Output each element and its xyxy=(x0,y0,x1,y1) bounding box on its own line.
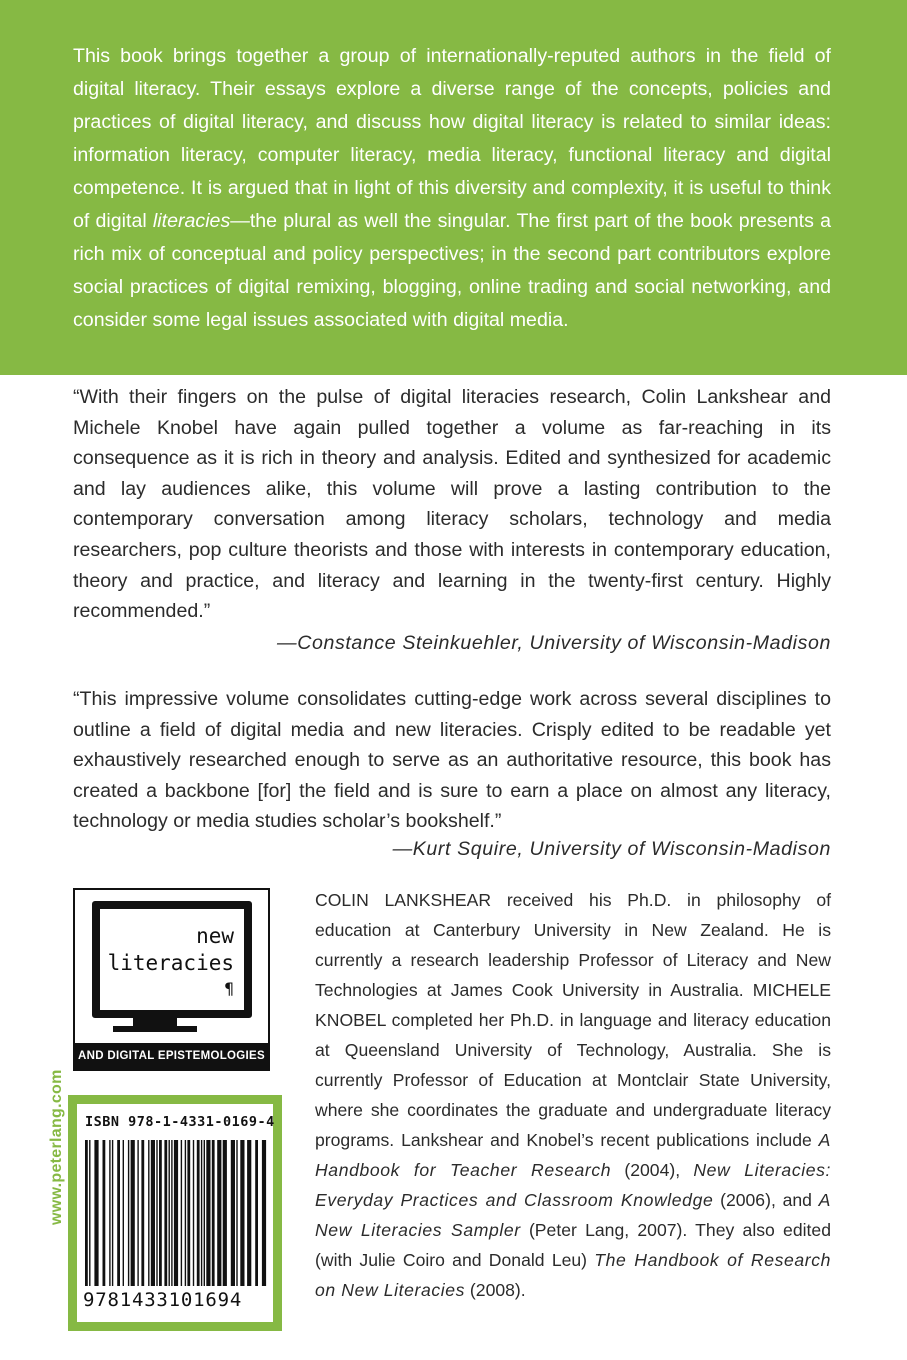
barcode-bar xyxy=(212,1140,215,1286)
barcode-bar xyxy=(262,1140,266,1286)
series-subtitle: AND DIGITAL EPISTEMOLOGIES xyxy=(75,1043,268,1069)
description-italic: literacies xyxy=(152,210,231,232)
barcode-bar xyxy=(185,1140,186,1286)
barcode-bar xyxy=(206,1140,210,1286)
barcode-bar xyxy=(151,1140,155,1286)
author-bio xyxy=(315,885,831,1305)
barcode-bar xyxy=(123,1140,124,1286)
description-text: This book brings together a group of internationally-reputed authors in the field of digital literacy. Their essays explore a diverse range of the concepts, policies and practices of digital literacy, and discuss how digital literacy is related to similar ideas: information literacy, computer literacy, media literacy, functional literacy and digital competence. It is argued that in light of this diversity and complexity, it is useful to think of digital xyxy=(73,45,831,232)
pilcrow-icon: ¶ xyxy=(224,979,234,998)
barcode-bar xyxy=(187,1140,190,1286)
bio-book-1: A Handbook for Teacher Research xyxy=(315,1130,831,1180)
bio-text-1: COLIN LANKSHEAR received his Ph.D. in philosophy of education at Canterbury University in New Zealand. He is currently a research leadership Professor of Literacy and New Technologies at James Cook University in Australia. MICHELE KNOBEL completed her Ph.D. in language and literacy education at Queensland University of Technology, Australia. She is currently Professor of Education at Montclair State University, where she coordinates the graduate and undergraduate literacy programs. Lankshear and Knobel’s recent publications include xyxy=(315,890,831,1150)
review-attribution-2: —Kurt Squire, University of Wisconsin-Madison xyxy=(392,838,831,860)
isbn-text: ISBN 978-1-4331-0169-4 xyxy=(85,1114,275,1130)
barcode-bars xyxy=(83,1140,269,1286)
review-attribution-1: —Constance Steinkuehler, University of Wisconsin-Madison xyxy=(277,632,831,654)
monitor-icon xyxy=(92,901,252,1018)
barcode-bar xyxy=(148,1140,149,1286)
barcode-bar xyxy=(236,1140,237,1286)
bio-text-4: (Peter Lang, 2007). They also edited (with Julie Coiro and Donald Leu) xyxy=(315,1220,831,1270)
barcode-bar xyxy=(247,1140,251,1286)
barcode-bar xyxy=(181,1140,182,1286)
bio-book-4: The Handbook of Research on New Literacies xyxy=(315,1250,831,1300)
barcode-bar xyxy=(169,1140,170,1286)
barcode-bar xyxy=(217,1140,221,1286)
barcode-label xyxy=(77,1104,273,1322)
barcode-bar xyxy=(193,1140,194,1286)
bio-book-3: A New Literacies Sampler xyxy=(315,1190,832,1240)
series-name xyxy=(108,923,234,977)
series-logo xyxy=(73,888,270,1071)
barcode-bar xyxy=(89,1140,90,1286)
barcode-bar xyxy=(197,1140,200,1286)
barcode-digits: 9781433101694 xyxy=(83,1289,243,1311)
barcode-bar xyxy=(109,1140,110,1286)
barcode-block xyxy=(68,1095,282,1331)
review-quote-1: “With their fingers on the pulse of digital literacies research, Colin Lankshear and Michele Knobel have again pulled together a volume as far-reaching in its consequence as it is rich in theory and analysis. Edited and synthesized for academic and lay audiences alike, this volume will prove a lasting contribution to the contemporary conversation among literacy scholars, technology and media researchers, pop culture theorists and those with interests in contemporary education, theory and practice, and literacy and learning in the twenty-first century. Highly recommended.” xyxy=(73,386,831,623)
barcode-bar xyxy=(201,1140,202,1286)
barcode-bar xyxy=(231,1140,235,1286)
description-text-cont: —the plural as well the singular. The first part of the book presents a rich mix of conceptual and policy perspectives; in the second part contributors explore social practices of digital remixing, blogging, online trading and social networking, and consider some legal issues associated with digital media. xyxy=(73,210,831,331)
monitor-stand-base xyxy=(113,1026,197,1032)
barcode-bar xyxy=(255,1140,258,1286)
series-name-line-2: literacies xyxy=(107,951,234,975)
bio-text-3: (2006), and xyxy=(713,1190,819,1210)
series-name-line-1: new xyxy=(196,924,234,948)
barcode-bar xyxy=(141,1140,144,1286)
review-quote-2: “This impressive volume consolidates cutting-edge work across several disciplines to outline a field of digital media and new literacies. Crisply edited to be readable yet exhaustively researched enough to serve as an authoritative resource, this book has created a backbone [for] the field and is sure to earn a place on almost any literacy, technology or media studies scholar’s bookshelf.” xyxy=(73,688,831,833)
barcode-bar xyxy=(223,1140,227,1286)
barcode-bar xyxy=(204,1140,205,1286)
barcode-bar xyxy=(156,1140,157,1286)
bio-book-2: New Literacies: Everyday Practices and Classroom Knowledge xyxy=(315,1160,831,1210)
barcode-bar xyxy=(171,1140,172,1286)
barcode-bar xyxy=(103,1140,106,1286)
bio-text-2: (2004), xyxy=(611,1160,694,1180)
bio-text-5: (2008). xyxy=(465,1280,526,1300)
barcode-bar xyxy=(159,1140,162,1286)
monitor-screen xyxy=(100,909,244,1010)
book-description xyxy=(73,40,831,337)
barcode-bar xyxy=(164,1140,167,1286)
barcode-bar xyxy=(137,1140,138,1286)
barcode-bar xyxy=(112,1140,113,1286)
barcode-bar xyxy=(128,1140,129,1286)
barcode-bar xyxy=(85,1140,88,1286)
barcode-bar xyxy=(117,1140,120,1286)
barcode-bar xyxy=(174,1140,178,1286)
barcode-bar xyxy=(131,1140,135,1286)
barcode-bar xyxy=(94,1140,98,1286)
barcode-bar xyxy=(240,1140,244,1286)
publisher-website: www.peterlang.com xyxy=(48,1069,65,1225)
